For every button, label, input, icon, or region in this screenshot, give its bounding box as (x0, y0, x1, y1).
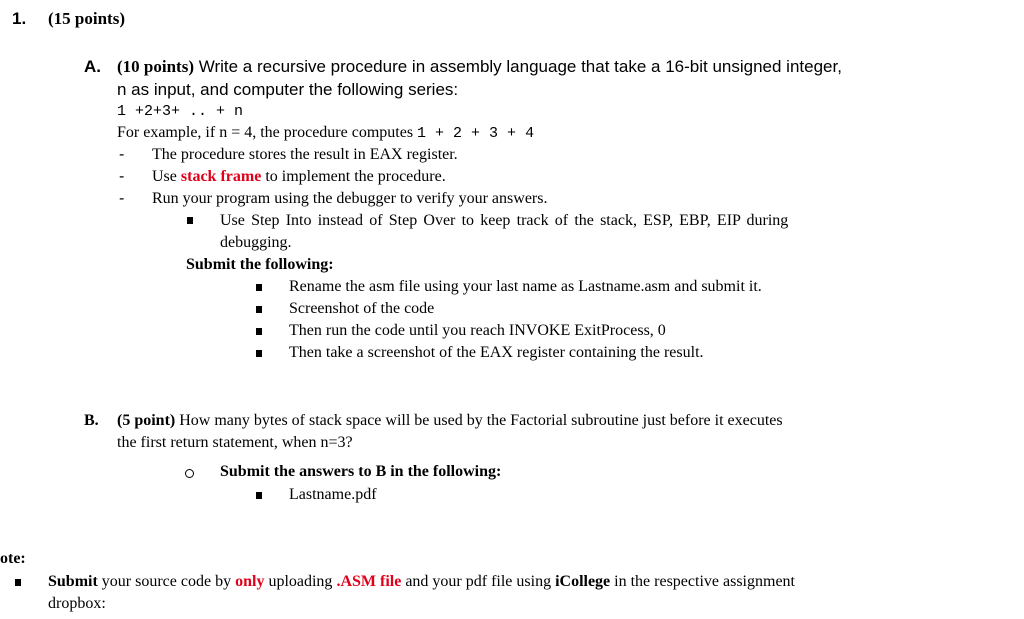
bullet-stack-frame (152, 168, 446, 186)
submit-heading-a: Submit the following: (186, 256, 334, 273)
step-into-line-1: Use Step Into instead of Step Over to keep track of the stack, ESP, EBP, EIP during (220, 212, 789, 229)
part-b-line-1 (117, 412, 783, 430)
square-bullet-step-into (187, 217, 193, 224)
note-asm-file: .ASM file (336, 573, 402, 590)
question-points: (15 points) (48, 9, 125, 28)
part-a-label: A. (84, 57, 101, 76)
submit-item-b: Lastname.pdf (289, 486, 377, 503)
part-a-points: (10 points) (117, 57, 194, 76)
note-text-1: your source code by (97, 573, 236, 590)
submit-heading-b: Submit the answers to B in the following: (220, 463, 502, 480)
example-text: For example, if n = 4, the procedure computes (117, 124, 418, 141)
submit-item-1: Rename the asm file using your last name as Lastname.asm and submit it. (289, 278, 762, 295)
square-bullet-submit-1 (256, 284, 262, 291)
part-b-line-2: the first return statement, when n=3? (117, 434, 353, 451)
submit-item-2: Screenshot of the code (289, 300, 435, 317)
bullet-stack-frame-suffix: to implement the procedure. (261, 168, 446, 185)
note-text-2: uploading (264, 573, 337, 590)
square-bullet-submit-4 (256, 350, 262, 357)
submit-item-3: Then run the code until you reach INVOKE ExitProcess, 0 (289, 322, 666, 339)
note-text-4: in the respective assignment (610, 573, 795, 590)
part-a-text-1: Write a recursive procedure in assembly language that take a 16-bit unsigned integer, (193, 57, 842, 76)
example-code: 1 + 2 + 3 + 4 (417, 125, 535, 142)
square-bullet-submit-3 (256, 328, 262, 335)
part-a-line-2: n as input, and computer the following series: (117, 80, 459, 99)
dash-bullet-2: - (119, 168, 125, 185)
part-b-points: (5 point) (117, 412, 176, 429)
part-b-label: B. (84, 412, 99, 429)
bullet-stack-frame-prefix: Use (152, 168, 181, 185)
part-b-text-1: How many bytes of stack space will be used by the Factorial subroutine just before it executes (175, 412, 783, 429)
square-bullet-b-item (256, 492, 262, 499)
bullet-eax: The procedure stores the result in EAX register. (152, 146, 458, 163)
question-number: 1. (12, 9, 27, 28)
example-line (117, 124, 534, 142)
circle-bullet-b (185, 469, 194, 478)
series-expression: 1 +2+3+ .. + n (117, 103, 244, 120)
dash-bullet-1: - (119, 146, 125, 163)
note-icollege: iCollege (555, 573, 611, 590)
square-bullet-note (15, 579, 21, 586)
step-into-line-2: debugging. (220, 234, 292, 251)
part-a-line-1 (117, 57, 842, 77)
note-text-3: and your pdf file using (401, 573, 556, 590)
dash-bullet-3: - (119, 190, 125, 207)
note-label: ote: (0, 550, 26, 567)
note-submit-bold: Submit (48, 573, 98, 590)
stack-frame-highlight: stack frame (180, 168, 262, 185)
note-line-1 (48, 573, 795, 591)
note-line-2: dropbox: (48, 595, 106, 612)
bullet-debugger: Run your program using the debugger to verify your answers. (152, 190, 548, 207)
submit-item-4: Then take a screenshot of the EAX register containing the result. (289, 344, 704, 361)
square-bullet-submit-2 (256, 306, 262, 313)
note-only: only (235, 573, 265, 590)
